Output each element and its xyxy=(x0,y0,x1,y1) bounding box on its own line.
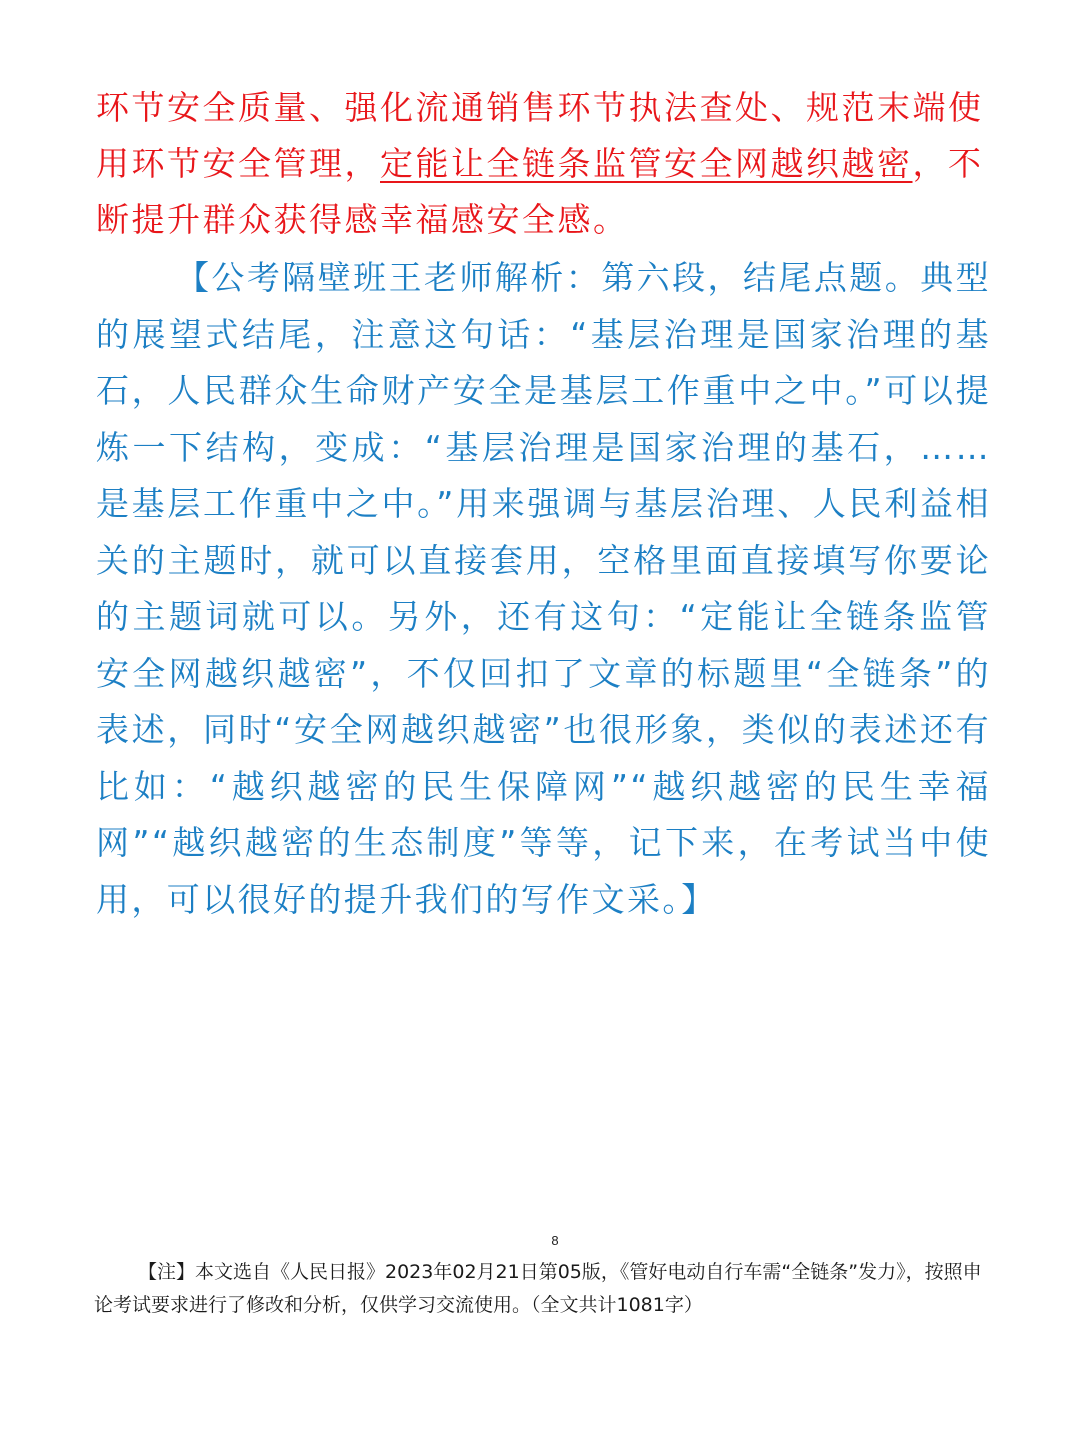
analysis-paragraph: 【公考隔壁班王老师解析：第六段，结尾点题。典型的展望式结尾，注意这句话：“基层治理是国家治理的基石，人民群众生命财产安全是基层工作重中之中。”可以提炼一下结构，变成：“基层治理是国家治理的基石，……是基层工作重中之中。”用来强调与基层治理、人民利益相关的主题时，就可以直接套用，空格里面直接填写你要论的主题词就可以。另外，还有这句：“定能让全链条监管安全网越织越密”，不仅回扣了文章的标题里“全链条”的表述，同时“安全网越织越密”也很形象，类似的表述还有比如：“越织越密的民生保障网”“越织越密的民生幸福网”“越织越密的生态制度”等等，记下来，在考试当中使用，可以很好的提升我们的写作文采。】 xyxy=(96,258,991,919)
conclusion-underlined-text: 定能让全链条监管安全网越织越密 xyxy=(380,144,913,183)
source-footnote: 【注】本文选自《人民日报》2023年02月21日第05版，《管好电动自行车需“全链条”发力》，按照申论考试要求进行了修改和分析，仅供学习交流使用。（全文共计1081字） xyxy=(94,1261,982,1316)
conclusion-paragraph xyxy=(96,80,996,248)
conclusion-text-part1: 环节安全质量、强化流通销售环节执法查处、规范末端使用环节安全管理， xyxy=(96,88,984,183)
page-number: 8 xyxy=(551,1233,559,1248)
conclusion-text-part2: ，不断提升群众获得感幸福感安全感。 xyxy=(96,144,984,239)
